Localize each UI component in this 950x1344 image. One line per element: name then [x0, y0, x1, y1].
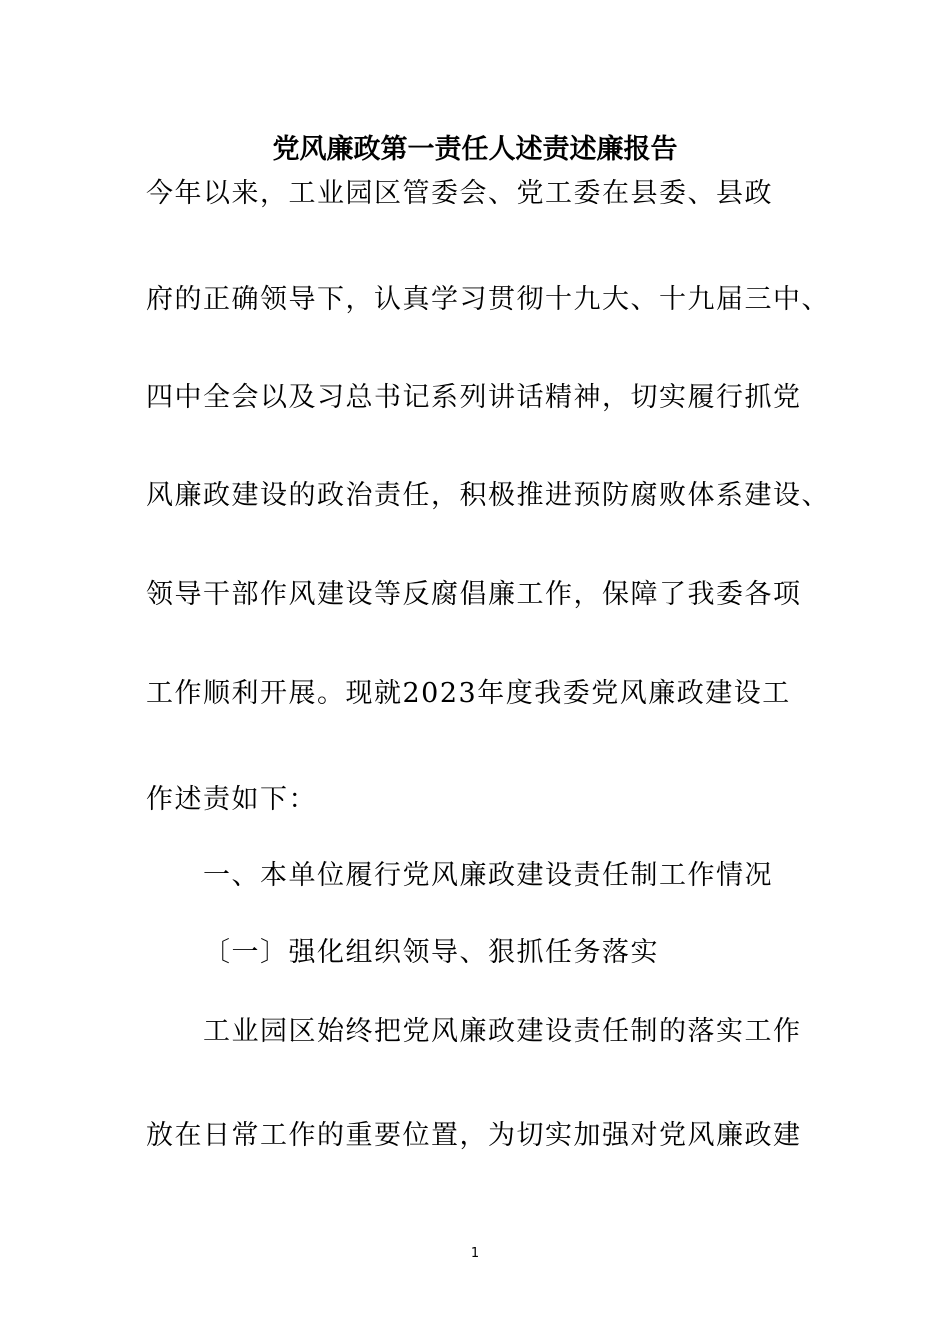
section-heading-1: 一、本单位履行党风廉政建设责任制工作情况	[203, 860, 773, 891]
paragraph-line-9: 放在日常工作的重要位置，为切实加强对党风廉政建	[146, 1120, 802, 1151]
paragraph-line-1: 今年以来，工业园区管委会、党工委在县委、县政	[146, 178, 773, 209]
paragraph-line-5: 领导干部作风建设等反腐倡廉工作，保障了我委各项	[146, 579, 802, 610]
document-title: 党风廉政第一责任人述责述廉报告	[272, 134, 678, 165]
paragraph-line-4: 风廉政建设的政治责任，积极推进预防腐败体系建设、	[146, 480, 830, 511]
page-number: 1	[470, 1246, 480, 1261]
paragraph-line-6: 工作顺利开展。现就2023年度我委党风廉政建设工	[146, 678, 791, 709]
paragraph-line-8: 工业园区始终把党风廉政建设责任制的落实工作	[203, 1016, 802, 1047]
paragraph-line-2: 府的正确领导下，认真学习贯彻十九大、十九届三中、	[146, 284, 830, 315]
paragraph-line-7: 作述责如下：	[146, 784, 317, 815]
subsection-heading-1: 〔一〕强化组织领导、狠抓任务落实	[203, 937, 659, 968]
paragraph-line-3: 四中全会以及习总书记系列讲话精神，切实履行抓党	[146, 382, 802, 413]
